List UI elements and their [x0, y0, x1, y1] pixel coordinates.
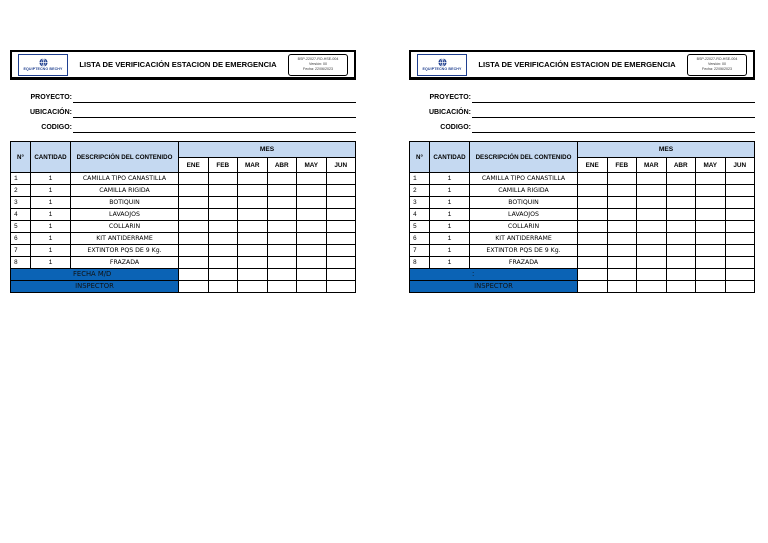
check-cell[interactable]	[578, 197, 608, 209]
signature-cell[interactable]	[208, 281, 238, 293]
code-row	[10, 118, 356, 133]
signature-cell[interactable]	[297, 281, 327, 293]
row-quantity: 1	[430, 233, 470, 245]
project-row	[10, 88, 356, 103]
checklist-rows	[410, 173, 755, 293]
header-number: N°	[11, 142, 31, 173]
check-cell[interactable]	[267, 197, 297, 209]
check-cell[interactable]	[725, 245, 755, 257]
location-field[interactable]	[73, 102, 356, 118]
check-cell[interactable]	[179, 233, 209, 245]
check-cell[interactable]	[208, 173, 238, 185]
check-cell[interactable]	[666, 245, 696, 257]
month-header: MAR	[238, 158, 268, 173]
check-cell[interactable]	[607, 221, 637, 233]
signature-cell[interactable]	[297, 269, 327, 281]
code-row	[409, 118, 755, 133]
signature-cell[interactable]	[725, 281, 755, 293]
code-label: CODIGO:	[41, 124, 72, 131]
check-cell[interactable]	[696, 209, 726, 221]
check-cell[interactable]	[238, 257, 268, 269]
check-cell[interactable]	[179, 173, 209, 185]
check-cell[interactable]	[725, 173, 755, 185]
check-cell[interactable]	[637, 209, 667, 221]
check-cell[interactable]	[666, 197, 696, 209]
code-field[interactable]	[472, 117, 755, 133]
row-number: 7	[11, 245, 31, 257]
row-number: 6	[410, 233, 430, 245]
footer-row	[11, 281, 356, 293]
row-number: 2	[410, 185, 430, 197]
date-label: FECHA M/D	[11, 269, 179, 281]
row-quantity: 1	[430, 173, 470, 185]
check-cell[interactable]	[666, 209, 696, 221]
row-number: 4	[410, 209, 430, 221]
check-cell[interactable]	[208, 185, 238, 197]
row-description: CAMILLA RIGIDA	[470, 185, 578, 197]
check-cell[interactable]	[208, 245, 238, 257]
header-quantity: CANTIDAD	[31, 142, 71, 173]
table-row	[410, 221, 755, 233]
project-row	[409, 88, 755, 103]
checklist-table	[10, 141, 356, 293]
row-quantity: 1	[31, 209, 71, 221]
signature-cell[interactable]	[637, 281, 667, 293]
check-cell[interactable]	[326, 173, 356, 185]
check-cell[interactable]	[578, 221, 608, 233]
row-description: COLLARIN	[71, 221, 179, 233]
row-description: EXTINTOR PQS DE 9 Kg.	[71, 245, 179, 257]
document-code-box	[687, 54, 747, 76]
checklist-rows	[11, 173, 356, 293]
table-row	[11, 233, 356, 245]
check-cell[interactable]	[637, 257, 667, 269]
inspector-label: INSPECTOR	[11, 281, 179, 293]
check-cell[interactable]	[607, 173, 637, 185]
project-label: PROYECTO:	[429, 94, 471, 101]
check-cell[interactable]	[297, 245, 327, 257]
check-cell[interactable]	[179, 245, 209, 257]
row-quantity: 1	[430, 209, 470, 221]
check-cell[interactable]	[267, 245, 297, 257]
table-row	[11, 197, 356, 209]
month-header: FEB	[607, 158, 637, 173]
form-title: LISTA DE VERIFICACIÓN ESTACION DE EMERGENCIA	[79, 60, 277, 69]
logo-text: EQUIPTECNO BECHY	[422, 67, 462, 71]
document-version: Versión: 00	[309, 62, 327, 66]
signature-cell[interactable]	[666, 281, 696, 293]
row-description: CAMILLA TIPO CANASTILLA	[470, 173, 578, 185]
check-cell[interactable]	[725, 221, 755, 233]
check-cell[interactable]	[297, 173, 327, 185]
document-code: BSP-22027-RO-HSE-004	[696, 57, 738, 61]
info-block	[409, 88, 755, 133]
logo-text: EQUIPTECNO BECHY	[23, 67, 63, 71]
month-header: MAR	[637, 158, 667, 173]
check-cell[interactable]	[297, 185, 327, 197]
check-cell[interactable]	[238, 209, 268, 221]
row-description: FRAZADA	[470, 257, 578, 269]
check-cell[interactable]	[725, 257, 755, 269]
row-description: CAMILLA RIGIDA	[71, 185, 179, 197]
signature-cell[interactable]	[208, 269, 238, 281]
check-cell[interactable]	[696, 197, 726, 209]
check-cell[interactable]	[326, 257, 356, 269]
check-cell[interactable]	[578, 233, 608, 245]
check-cell[interactable]	[297, 221, 327, 233]
signature-cell[interactable]	[326, 269, 356, 281]
row-quantity: 1	[430, 185, 470, 197]
check-cell[interactable]	[208, 233, 238, 245]
signature-cell[interactable]	[267, 269, 297, 281]
signature-cell[interactable]	[179, 269, 209, 281]
row-description: LAVAOJOS	[470, 209, 578, 221]
row-quantity: 1	[430, 221, 470, 233]
check-cell[interactable]	[607, 185, 637, 197]
location-field[interactable]	[472, 102, 755, 118]
row-description: KIT ANTIDERRAME	[470, 233, 578, 245]
code-label: CODIGO:	[440, 124, 471, 131]
check-cell[interactable]	[578, 257, 608, 269]
check-cell[interactable]	[578, 245, 608, 257]
row-quantity: 1	[430, 197, 470, 209]
check-cell[interactable]	[208, 197, 238, 209]
signature-cell[interactable]	[578, 281, 608, 293]
table-row	[11, 185, 356, 197]
row-description: BOTIQUIN	[470, 197, 578, 209]
check-cell[interactable]	[238, 185, 268, 197]
row-quantity: 1	[31, 257, 71, 269]
row-quantity: 1	[31, 245, 71, 257]
form-header	[10, 50, 356, 80]
check-cell[interactable]	[326, 197, 356, 209]
info-block	[10, 88, 356, 133]
footer-row	[410, 269, 755, 281]
checklist-form-left	[10, 50, 356, 293]
check-cell[interactable]	[666, 221, 696, 233]
table-row	[410, 173, 755, 185]
signature-cell[interactable]	[326, 281, 356, 293]
check-cell[interactable]	[267, 221, 297, 233]
checklist-form-right	[409, 50, 755, 293]
company-logo	[417, 54, 467, 76]
check-cell[interactable]	[238, 221, 268, 233]
check-cell[interactable]	[179, 209, 209, 221]
table-row	[11, 245, 356, 257]
check-cell[interactable]	[666, 185, 696, 197]
table-row	[11, 209, 356, 221]
row-description: BOTIQUIN	[71, 197, 179, 209]
row-number: 4	[11, 209, 31, 221]
check-cell[interactable]	[696, 221, 726, 233]
globe-icon	[39, 58, 48, 67]
check-cell[interactable]	[637, 221, 667, 233]
check-cell[interactable]	[267, 173, 297, 185]
table-row	[11, 221, 356, 233]
check-cell[interactable]	[238, 197, 268, 209]
check-cell[interactable]	[696, 245, 726, 257]
table-row	[410, 209, 755, 221]
inspector-label: INSPECTOR	[410, 281, 578, 293]
document-date: Fecha: 22/06/2023	[702, 67, 732, 71]
row-description: CAMILLA TIPO CANASTILLA	[71, 173, 179, 185]
table-row	[11, 173, 356, 185]
check-cell[interactable]	[696, 173, 726, 185]
row-number: 5	[410, 221, 430, 233]
month-header: ABR	[267, 158, 297, 173]
table-row	[410, 197, 755, 209]
check-cell[interactable]	[208, 221, 238, 233]
header-month-group: MES	[179, 142, 356, 158]
footer-row	[410, 281, 755, 293]
check-cell[interactable]	[179, 197, 209, 209]
check-cell[interactable]	[666, 233, 696, 245]
check-cell[interactable]	[725, 197, 755, 209]
check-cell[interactable]	[637, 173, 667, 185]
row-quantity: 1	[31, 233, 71, 245]
checklist-table	[409, 141, 755, 293]
header-description: DESCRIPCIÓN DEL CONTENIDO	[71, 142, 179, 173]
date-label: :	[410, 269, 578, 281]
signature-cell[interactable]	[666, 269, 696, 281]
check-cell[interactable]	[607, 257, 637, 269]
check-cell[interactable]	[666, 173, 696, 185]
signature-cell[interactable]	[238, 269, 268, 281]
row-number: 6	[11, 233, 31, 245]
check-cell[interactable]	[208, 257, 238, 269]
signature-cell[interactable]	[607, 269, 637, 281]
header-description: DESCRIPCIÓN DEL CONTENIDO	[470, 142, 578, 173]
check-cell[interactable]	[725, 233, 755, 245]
check-cell[interactable]	[326, 233, 356, 245]
document-code-box	[288, 54, 348, 76]
document-version: Versión: 00	[708, 62, 726, 66]
signature-cell[interactable]	[607, 281, 637, 293]
check-cell[interactable]	[696, 233, 726, 245]
check-cell[interactable]	[725, 209, 755, 221]
signature-cell[interactable]	[179, 281, 209, 293]
row-number: 8	[410, 257, 430, 269]
table-row	[410, 245, 755, 257]
check-cell[interactable]	[607, 209, 637, 221]
check-cell[interactable]	[637, 233, 667, 245]
check-cell[interactable]	[326, 245, 356, 257]
document-code: BSP-22027-RO-HSE-004	[297, 57, 339, 61]
row-quantity: 1	[430, 257, 470, 269]
row-number: 3	[410, 197, 430, 209]
check-cell[interactable]	[297, 197, 327, 209]
check-cell[interactable]	[696, 257, 726, 269]
signature-cell[interactable]	[696, 281, 726, 293]
check-cell[interactable]	[637, 245, 667, 257]
row-number: 7	[410, 245, 430, 257]
check-cell[interactable]	[326, 185, 356, 197]
month-header: ENE	[179, 158, 209, 173]
globe-icon	[438, 58, 447, 67]
check-cell[interactable]	[607, 233, 637, 245]
month-header: JUN	[326, 158, 356, 173]
check-cell[interactable]	[607, 197, 637, 209]
signature-cell[interactable]	[637, 269, 667, 281]
check-cell[interactable]	[578, 185, 608, 197]
signature-cell[interactable]	[578, 269, 608, 281]
month-header: MAY	[696, 158, 726, 173]
header-number: N°	[410, 142, 430, 173]
check-cell[interactable]	[607, 245, 637, 257]
check-cell[interactable]	[578, 173, 608, 185]
row-number: 3	[11, 197, 31, 209]
check-cell[interactable]	[179, 221, 209, 233]
row-quantity: 1	[31, 173, 71, 185]
check-cell[interactable]	[297, 209, 327, 221]
check-cell[interactable]	[297, 257, 327, 269]
table-row	[410, 233, 755, 245]
signature-cell[interactable]	[725, 269, 755, 281]
check-cell[interactable]	[267, 257, 297, 269]
row-number: 1	[11, 173, 31, 185]
company-logo	[18, 54, 68, 76]
location-label: UBICACIÓN:	[30, 109, 72, 116]
row-quantity: 1	[31, 197, 71, 209]
check-cell[interactable]	[326, 209, 356, 221]
document-date: Fecha: 22/06/2023	[303, 67, 333, 71]
month-header: FEB	[208, 158, 238, 173]
form-title: LISTA DE VERIFICACIÓN ESTACION DE EMERGENCIA	[478, 60, 676, 69]
check-cell[interactable]	[267, 209, 297, 221]
check-cell[interactable]	[696, 185, 726, 197]
check-cell[interactable]	[637, 185, 667, 197]
row-number: 5	[11, 221, 31, 233]
row-number: 2	[11, 185, 31, 197]
month-header: ABR	[666, 158, 696, 173]
month-header: JUN	[725, 158, 755, 173]
check-cell[interactable]	[297, 233, 327, 245]
check-cell[interactable]	[179, 257, 209, 269]
table-row	[410, 257, 755, 269]
project-field[interactable]	[472, 87, 755, 103]
project-field[interactable]	[73, 87, 356, 103]
footer-row	[11, 269, 356, 281]
table-row	[410, 185, 755, 197]
month-header: MAY	[297, 158, 327, 173]
code-field[interactable]	[73, 117, 356, 133]
month-header: ENE	[578, 158, 608, 173]
row-number: 1	[410, 173, 430, 185]
check-cell[interactable]	[238, 245, 268, 257]
row-description: LAVAOJOS	[71, 209, 179, 221]
row-description: FRAZADA	[71, 257, 179, 269]
check-cell[interactable]	[637, 197, 667, 209]
signature-cell[interactable]	[696, 269, 726, 281]
row-description: COLLARIN	[470, 221, 578, 233]
location-label: UBICACIÓN:	[429, 109, 471, 116]
check-cell[interactable]	[179, 185, 209, 197]
table-row	[11, 257, 356, 269]
location-row	[409, 103, 755, 118]
row-quantity: 1	[430, 245, 470, 257]
check-cell[interactable]	[238, 173, 268, 185]
signature-cell[interactable]	[267, 281, 297, 293]
row-quantity: 1	[31, 221, 71, 233]
form-header	[409, 50, 755, 80]
row-quantity: 1	[31, 185, 71, 197]
project-label: PROYECTO:	[30, 94, 72, 101]
check-cell[interactable]	[267, 233, 297, 245]
row-description: EXTINTOR PQS DE 9 Kg.	[470, 245, 578, 257]
row-description: KIT ANTIDERRAME	[71, 233, 179, 245]
check-cell[interactable]	[208, 209, 238, 221]
row-number: 8	[11, 257, 31, 269]
check-cell[interactable]	[238, 233, 268, 245]
header-month-group: MES	[578, 142, 755, 158]
check-cell[interactable]	[666, 257, 696, 269]
check-cell[interactable]	[326, 221, 356, 233]
header-quantity: CANTIDAD	[430, 142, 470, 173]
check-cell[interactable]	[725, 185, 755, 197]
check-cell[interactable]	[578, 209, 608, 221]
location-row	[10, 103, 356, 118]
signature-cell[interactable]	[238, 281, 268, 293]
check-cell[interactable]	[267, 185, 297, 197]
